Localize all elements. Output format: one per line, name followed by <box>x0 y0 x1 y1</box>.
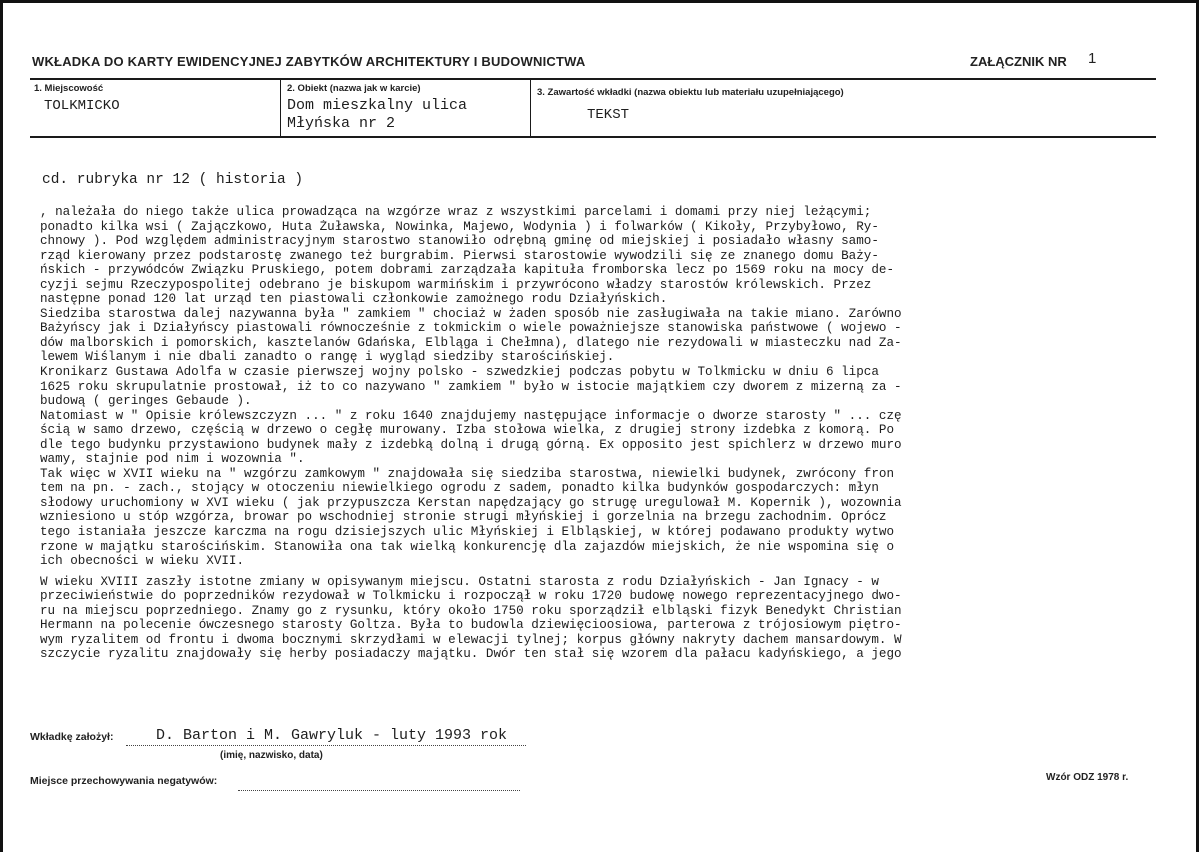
text-line: Siedziba starostwa dalej nazywanna była " zamkiem " chociaż w żaden sposób nie zasługiwała na takie miano. Zarówno <box>40 306 902 321</box>
section-heading: cd. rubryka nr 12 ( historia ) <box>42 172 304 188</box>
author-caption: (imię, nazwisko, data) <box>220 750 323 761</box>
text-line: cyzji sejmu Rzeczypospolitej odebrano je biskupom warmińskim i przywrócono władzy starostów królewskich. Przez <box>40 277 872 292</box>
text-line: słodowy uruchomiony w XVI wieku ( jak przypuszcza Kerstan napędzający go strugę uregulował M. Kopernik ), wozownia <box>40 495 902 510</box>
text-line: Kronikarz Gustawa Adolfa w czasie pierwszej wojny polsko - szwedzkiej podczas pobytu w Tolkmicku w dniu 6 lipca <box>40 365 879 380</box>
text-line: szczycie ryzalitu znajdowały się herby posiadaczy majątku. Dwór ten stał się wzorem dla pałacu kadyńskiego, a jego <box>40 647 902 662</box>
text-line: rzone w majątku starościńskim. Stanowiła ona tak wielką konkurencję dla zajazdów miejskich, że nie wspomina się o <box>40 539 894 554</box>
locality-value: TOLKMICKO <box>44 98 120 114</box>
page-border-left <box>0 0 3 852</box>
author-label: Wkładkę założył: <box>30 731 114 743</box>
text-line: rząd kierowany przez podstarostę zwanego też burgrabim. Pierwsi starostowie wywodzili się ze znanego domu Baży- <box>40 248 879 263</box>
locality-label: 1. Miejscowość <box>34 83 104 94</box>
text-line: W wieku XVIII zaszły istotne zmiany w opisywanym miejscu. Ostatni starosta z rodu Działyńskich - Jan Ignacy - w <box>40 574 879 589</box>
text-line: wzniesiono u stóp wzgórza, browar po wschodniej stronie strugi młyńskiej i gorzelnia na brzegu zachodnim. Oprócz <box>40 510 887 525</box>
cell-divider-2 <box>530 80 531 136</box>
text-line: 1625 roku skrupulatnie prostował, iż to co nazywano " zamkiem " było w istocie majątkiem czy dworem z mizerną za - <box>40 379 902 394</box>
text-line: Bażyńscy jak i Działyńscy piastowali równocześnie z tokmickim o wiele poważniejsze stanowiska państwowe ( wojewo - <box>40 321 902 336</box>
text-line: dów malborskich i pomorskich, kasztelanów Gdańska, Elbląga i Chełmna), dlatego nie rezydowali w miasteczku nad Za- <box>40 335 902 350</box>
object-label: 2. Obiekt (nazwa jak w karcie) <box>287 83 421 94</box>
text-line: lewem Wiślanym i nie dbali zanadto o rangę i wygląd siedziby starościńskiej. <box>40 350 615 365</box>
text-line: ru na miejscu poprzedniego. Znamy go z rysunku, który około 1750 roku sporządził elbląski fizyk Benedykt Christian <box>40 603 902 618</box>
text-line: przeciwieństwie do poprzedników rezydował w Tolkmicku i rozpoczął w roku 1720 budowę nowego reprezentacyjnego dwo- <box>40 589 902 604</box>
object-value-line1: Dom mieszkalny ulica <box>287 97 468 114</box>
text-line: wym ryzalitem od frontu i dwoma bocznymi skrzydłami w elewacji tylnej; korpus główny nakryty dachem mansardowym. W <box>40 632 902 647</box>
text-line: , należała do niego także ulica prowadząca na wzgórze wraz z wszystkimi parcelami i domami przy niej leżącymi; <box>40 205 872 219</box>
text-line: ścią w samo drzewo, częścią w drzewo o cegłę murowany. Izba stołowa wielka, z drugiej strony izdebka z komorą. Po <box>40 423 894 438</box>
negatives-dotted-line <box>238 790 520 791</box>
annex-label: ZAŁĄCZNIK NR <box>970 54 1067 69</box>
content-label: 3. Zawartość wkładki (nazwa obiektu lub materiału uzupełniającego) <box>537 87 844 98</box>
text-line: tem na pn. - zach., stojący w otoczeniu niewielkiego ogrodu z sadem, ponadto kilka budynków gospodarczych: młyn <box>40 481 879 496</box>
cell-divider-1 <box>280 80 281 136</box>
form-model-label: Wzór ODZ 1978 r. <box>1046 772 1129 783</box>
text-line: Natomiast w " Opisie królewszczyzn ... " z roku 1640 znajdujemy następujące informacje o dworze starosty " ... czę <box>40 408 902 423</box>
annex-number: 1 <box>1088 50 1097 67</box>
text-line: tego istaniała jeszcze karczma na rogu dzisiejszych ulic Młyńskiej i Elbląskiej, w której podawano produkty wytwo <box>40 525 894 540</box>
text-line: wamy, stajnie pod nim i wozownia ". <box>40 452 305 467</box>
text-line: ńskich - przywódców Związku Pruskiego, potem dobrami zarządzała kapituła fromborska lecz po 1569 roku na mocy de- <box>40 263 894 278</box>
author-dotted-line <box>126 745 526 746</box>
text-line: następne ponad 120 lat urząd ten piastowali członkowie zamożnego rodu Działyńskich. <box>40 292 668 307</box>
text-line: ich obecności w wieku XVII. <box>40 554 245 569</box>
content-value: TEKST <box>587 107 630 123</box>
page-border-top <box>0 0 1199 3</box>
header-rule-bottom <box>30 136 1156 138</box>
text-line: budową ( geringes Gebaude ). <box>40 394 252 409</box>
text-line: chnowy ). Pod względem administracyjnym starostwo stanowiło odrębną gminę od miejskiej i posiadało własny samo- <box>40 234 879 249</box>
negatives-location-label: Miejsce przechowywania negatywów: <box>30 775 218 787</box>
history-text <box>40 205 1170 662</box>
form-title: WKŁADKA DO KARTY EWIDENCYJNEJ ZABYTKÓW ARCHITEKTURY I BUDOWNICTWA <box>32 54 586 69</box>
object-value-line2: Młyńska nr 2 <box>287 115 396 132</box>
text-line: Hermann na polecenie ówczesnego starosty Goltza. Była to budowla dziewięcioosiowa, parterowa z trójosiowym piętro- <box>40 618 902 633</box>
text-line: ponadto kilka wsi ( Zajączkowo, Huta Żuławska, Nowinka, Majewo, Wodynia ) i folwarków ( Kikoły, Przybyłowo, Ry- <box>40 219 879 234</box>
text-line: dle tego budynku przystawiono budynek mały z izdebką dolną i drugą górną. Ex opposito jest spichlerz w drzewo muro <box>40 437 902 452</box>
text-line: Tak więc w XVII wieku na " wzgórzu zamkowym " znajdowała się siedziba starostwa, niewielki budynek, zwrócony fron <box>40 466 894 481</box>
header-rule-top <box>30 78 1156 80</box>
author-value: D. Barton i M. Gawryluk - luty 1993 rok <box>156 727 508 744</box>
